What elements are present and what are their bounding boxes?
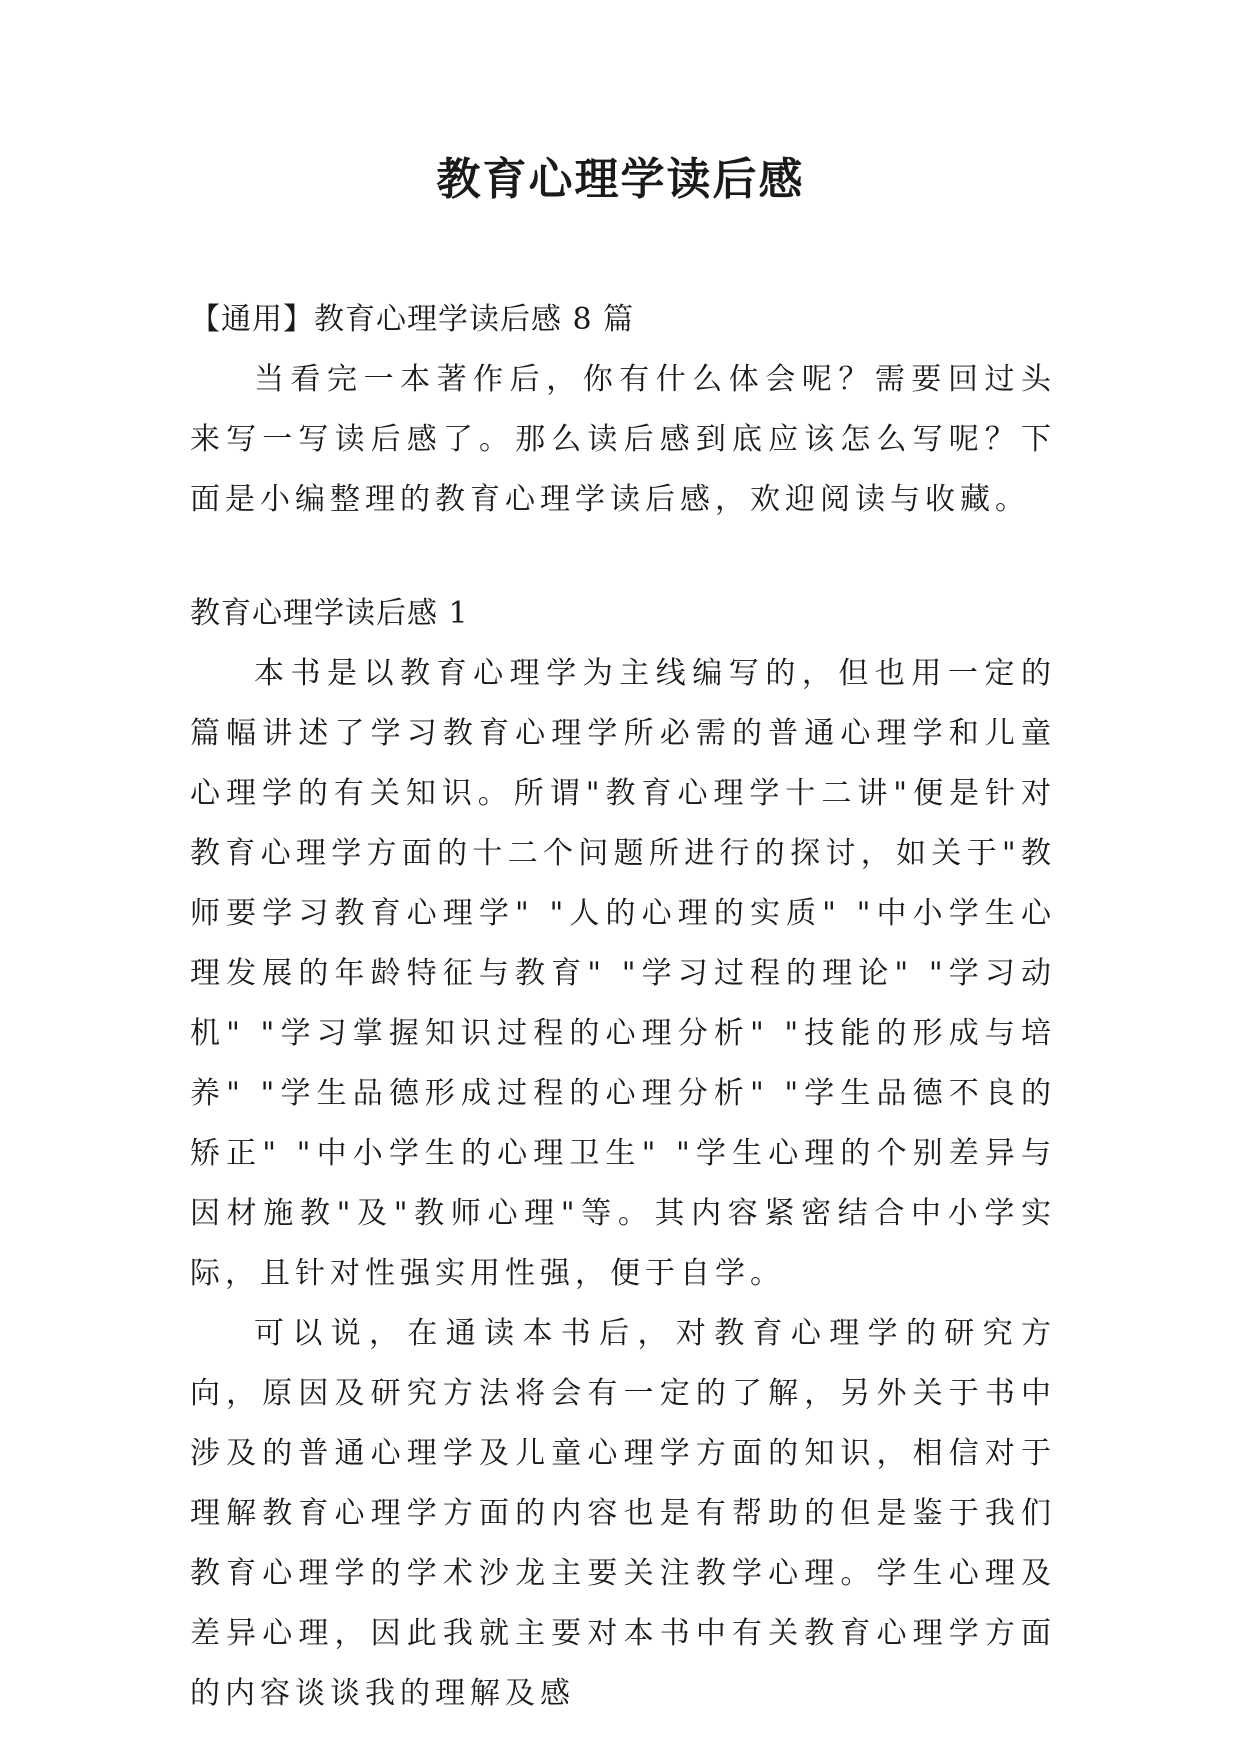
- document-body: [190, 290, 1056, 1724]
- document-title: 教育心理学读后感: [436, 154, 805, 205]
- intro-paragraph: 当看完一本著作后，你有什么体会呢？需要回过头来写一写读后感了。那么读后感到底应该怎么写呢？下面是小编整理的教育心理学读后感，欢迎阅读与收藏。: [190, 362, 1056, 517]
- section-gap: [190, 530, 1056, 584]
- section-paragraph-2: 可以说，在通读本书后，对教育心理学的研究方向，原因及研究方法将会有一定的了解，另外关于书中涉及的普通心理学及儿童心理学方面的知识，相信对于理解教育心理学方面的内容也是有帮助的但是鉴于我们教育心理学的学术沙龙主要关注教学心理。学生心理及差异心理，因此我就主要对本书中有关教育心理学方面的内容谈谈我的理解及感: [190, 1316, 1056, 1711]
- document-subtitle: 【通用】教育心理学读后感 8 篇: [190, 302, 635, 337]
- section-paragraph-1: 本书是以教育心理学为主线编写的，但也用一定的篇幅讲述了学习教育心理学所必需的普通心理学和儿童心理学的有关知识。所谓"教育心理学十二讲"便是针对教育心理学方面的十二个问题所进行的探讨，如关于"教师要学习教育心理学" "人的心理的实质" "中小学生心理发展的年龄特征与教育" "学习过程的理论" "学习动机" "学习掌握知识过程的心理分析" "技能的形成与培养" "学生品德形成过程的心理分析" "学生品德不良的矫正" "中小学生的心理卫生" "学生心理的个别差异与因材施教"及"教师心理"等。其内容紧密结合中小学实际，且针对性强实用性强，便于自学。: [190, 656, 1056, 1291]
- section-heading: 教育心理学读后感 1: [190, 596, 469, 631]
